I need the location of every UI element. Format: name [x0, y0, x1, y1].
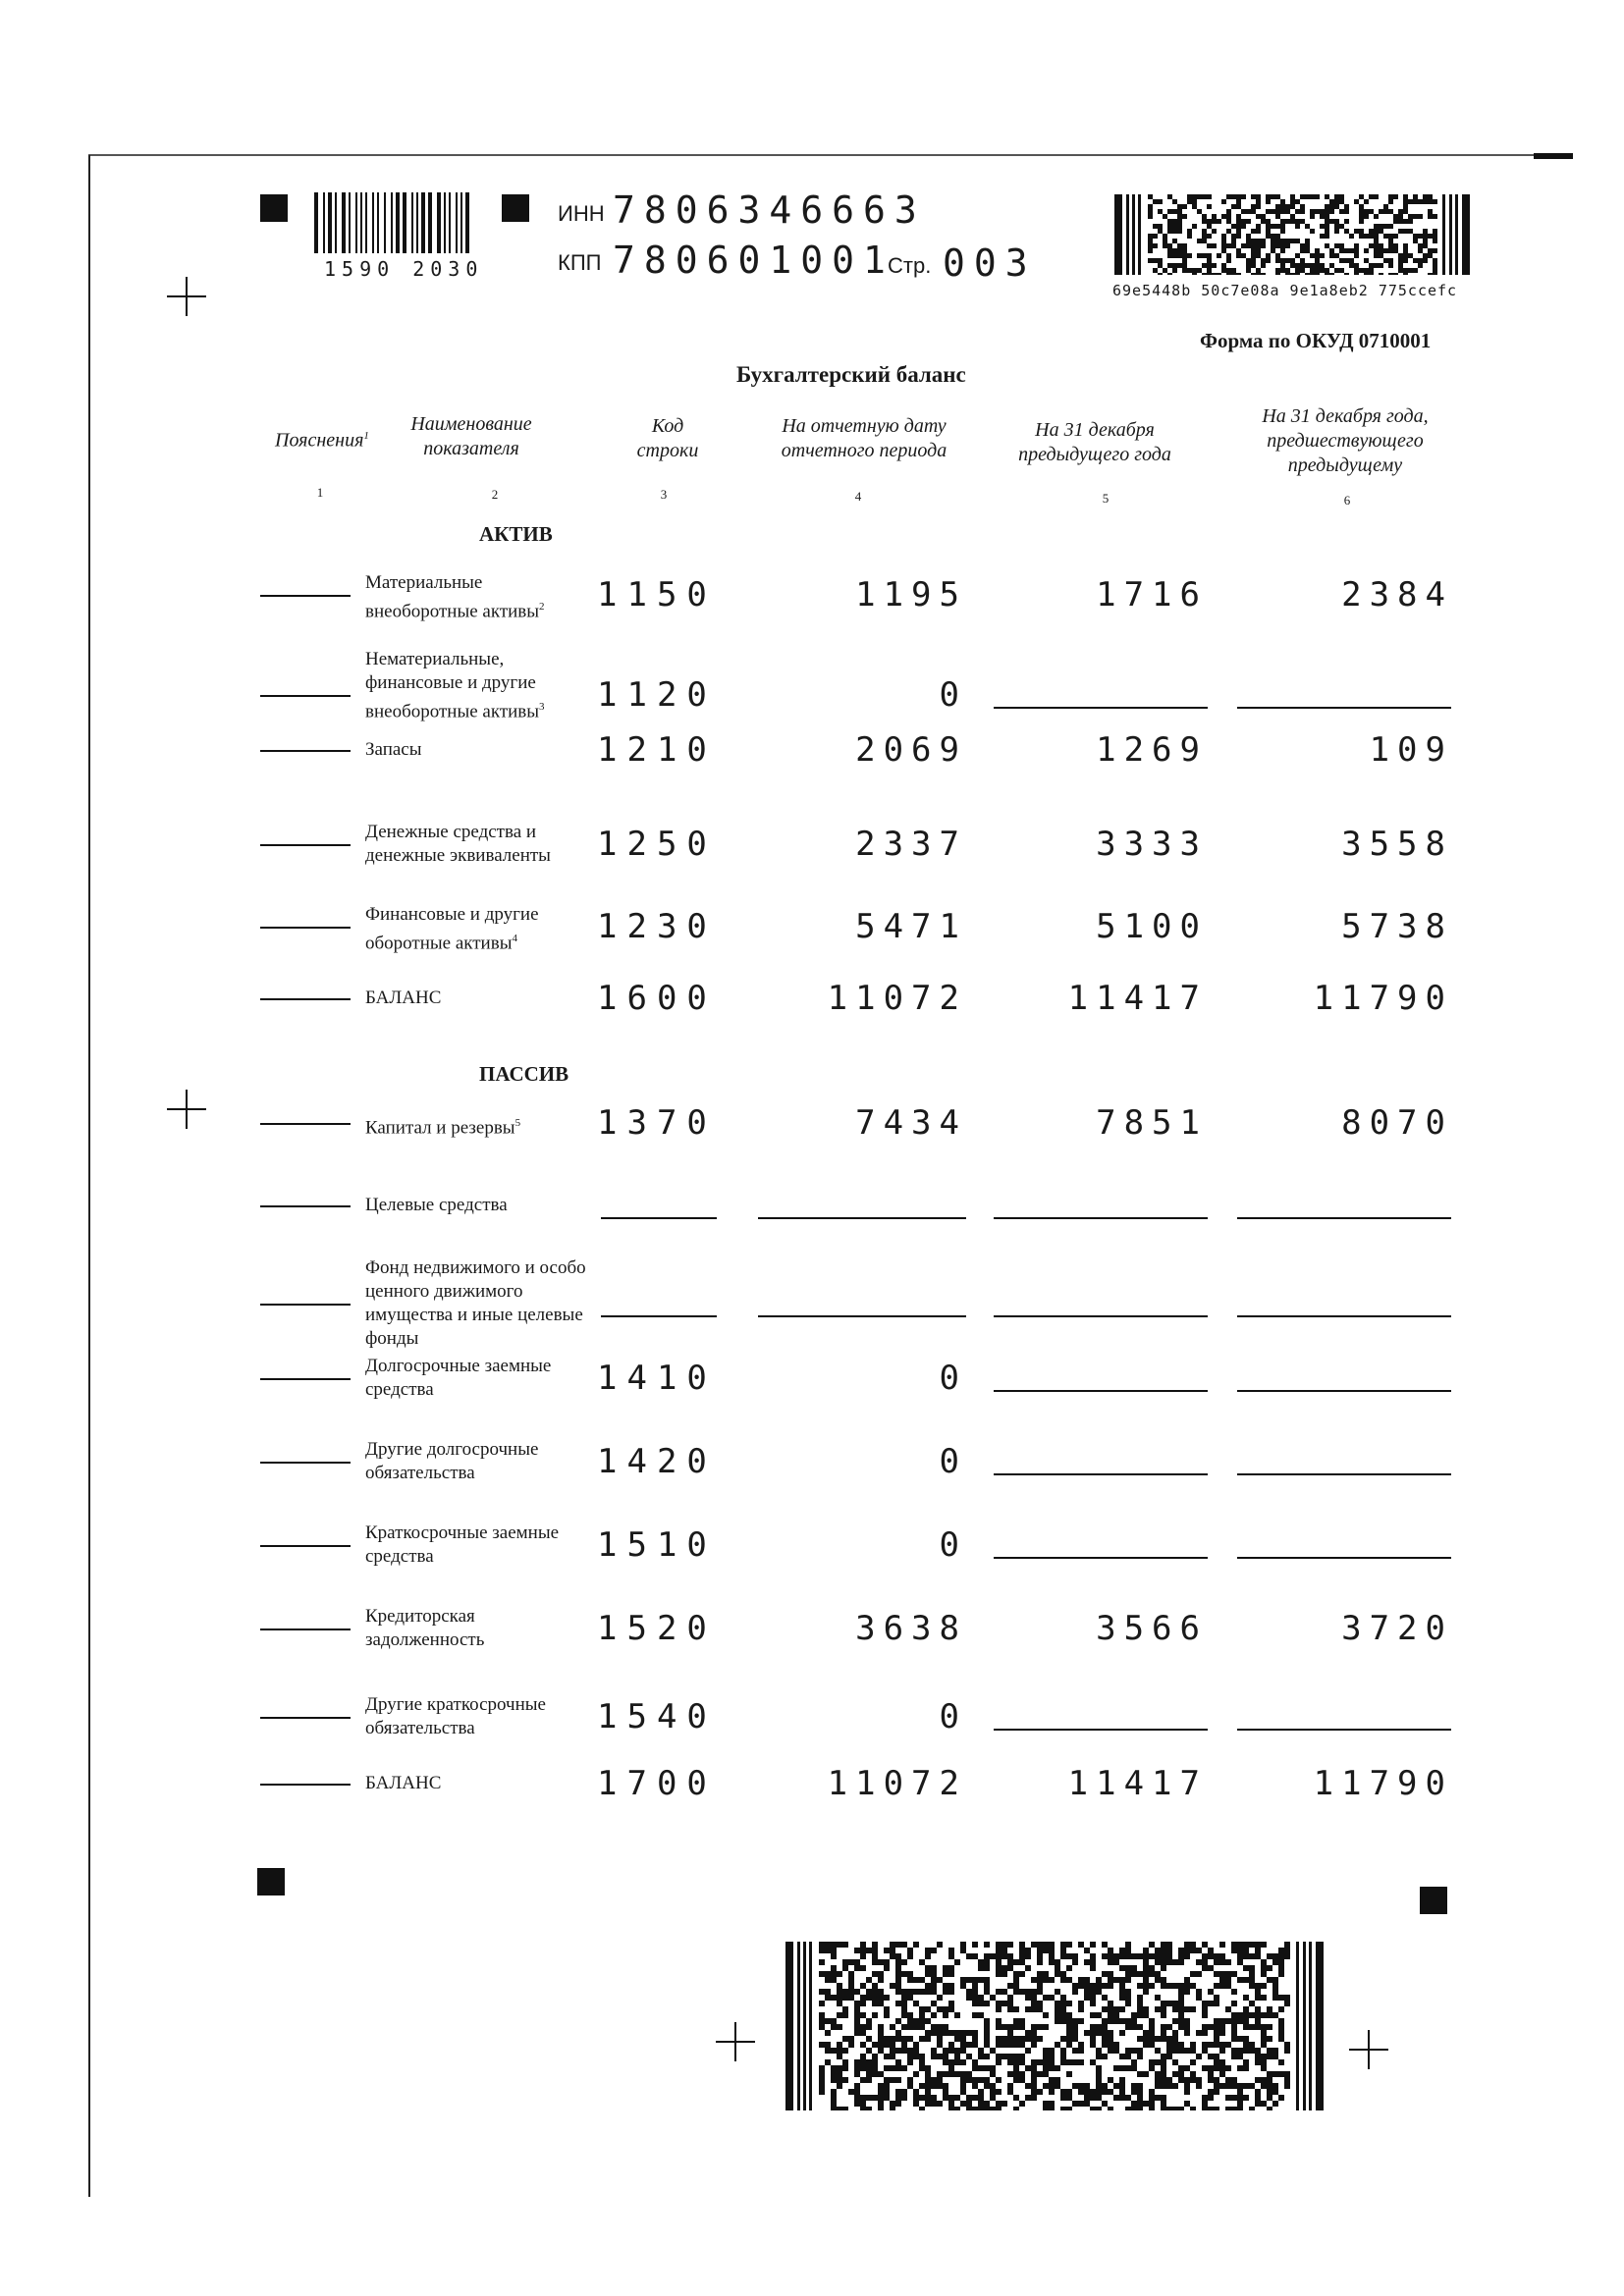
- row-name-text: Запасы: [365, 739, 422, 760]
- row-value-prev2: 3720: [1341, 1609, 1453, 1648]
- registration-square-bottom-left: [257, 1868, 285, 1896]
- row-value-current: 11072: [827, 1764, 967, 1803]
- row-value-prev2: 11790: [1313, 979, 1453, 1018]
- empty-value-dash-prev: [994, 1390, 1208, 1392]
- page-top-edge: [88, 154, 1573, 156]
- row-code: 1540: [597, 1697, 717, 1736]
- empty-value-dash-prev2: [1237, 1557, 1451, 1559]
- registration-square-top-mid: [502, 194, 529, 222]
- crosshair-mark: [716, 2022, 755, 2061]
- row-name: [365, 1605, 591, 1652]
- row-name: [365, 1438, 591, 1485]
- row-name: [365, 821, 591, 868]
- explanation-dash: [260, 1717, 351, 1719]
- row-code: 1410: [597, 1359, 717, 1398]
- crosshair-mark: [167, 1090, 206, 1129]
- row-value-current: 5471: [855, 907, 967, 946]
- row-name-text: БАЛАНС: [365, 1773, 442, 1793]
- row-code: 1230: [597, 907, 717, 946]
- row-name-text: Краткосрочные заемные средства: [365, 1522, 560, 1567]
- empty-code-dash: [601, 1315, 717, 1317]
- empty-value-dash-prev: [994, 1315, 1208, 1317]
- row-value-current: 11072: [827, 979, 967, 1018]
- explanation-dash: [260, 1205, 351, 1207]
- row-name: [365, 648, 591, 723]
- crosshair-mark: [167, 277, 206, 316]
- explanation-dash: [260, 1629, 351, 1630]
- row-name: [365, 1355, 591, 1402]
- row-code: 1210: [597, 730, 717, 770]
- page-value: 003: [943, 241, 1037, 285]
- empty-value-dash-prev2: [1237, 1729, 1451, 1731]
- explanation-dash: [260, 1378, 351, 1380]
- inn-value: 7806346663: [613, 188, 926, 232]
- row-name: [365, 1256, 591, 1351]
- empty-value-dash-current: [758, 1217, 966, 1219]
- row-name: [365, 1693, 591, 1740]
- empty-value-dash-prev: [994, 1557, 1208, 1559]
- row-name: [365, 1522, 591, 1569]
- row-code: 1510: [597, 1525, 717, 1565]
- column-header-code: Код строки: [636, 415, 699, 461]
- row-footnote-ref: 3: [539, 701, 545, 713]
- explanation-dash: [260, 927, 351, 929]
- registration-square-bottom-right: [1420, 1887, 1447, 1914]
- row-name: [365, 571, 591, 623]
- row-value-current: 0: [939, 1525, 967, 1565]
- section-heading-liabilities: ПАССИВ: [479, 1062, 569, 1086]
- column-number: 1: [316, 485, 324, 500]
- row-name-text: Денежные средства и денежные эквиваленты: [365, 822, 551, 866]
- row-code: 1700: [597, 1764, 717, 1803]
- pdf417-barcode-top: [1114, 194, 1470, 275]
- column-header-previous-2: На 31 декабря года, предшествующего предыдущему: [1262, 405, 1429, 476]
- row-value-current: 1195: [855, 575, 967, 614]
- row-value-prev: 1269: [1096, 730, 1208, 770]
- page-top-edge-mark: [1534, 153, 1573, 159]
- row-name-text: Фонд недвижимого и особо ценного движимого имущества и иные целевые фонды: [365, 1257, 586, 1349]
- empty-value-dash-prev: [994, 1217, 1208, 1219]
- row-name-text: Нематериальные, финансовые и другие внеоборотные активы: [365, 649, 540, 722]
- row-value-prev: 5100: [1096, 907, 1208, 946]
- row-value-current: 0: [939, 1442, 967, 1481]
- row-name-text: Другие краткосрочные обязательства: [365, 1694, 546, 1738]
- explanation-dash: [260, 695, 351, 697]
- row-value-prev2: 3558: [1341, 825, 1453, 864]
- row-name: [365, 1111, 591, 1140]
- column-number: 4: [854, 489, 862, 504]
- empty-value-dash-prev2: [1237, 1217, 1451, 1219]
- inn-label: ИНН: [558, 201, 605, 226]
- explanation-dash: [260, 1545, 351, 1547]
- empty-value-dash-prev2: [1237, 1315, 1451, 1317]
- empty-code-dash: [601, 1217, 717, 1219]
- row-value-prev: 3566: [1096, 1609, 1208, 1648]
- row-value-prev: 11417: [1067, 1764, 1208, 1803]
- column-number: 6: [1343, 493, 1351, 507]
- column-header-previous: На 31 декабря предыдущего года: [1018, 419, 1171, 465]
- kpp-label: КПП: [558, 250, 602, 275]
- row-value-prev2: 5738: [1341, 907, 1453, 946]
- row-code: 1370: [597, 1103, 717, 1143]
- empty-value-dash-prev: [994, 1473, 1208, 1475]
- linear-barcode: [314, 192, 476, 256]
- row-value-current: 2069: [855, 730, 967, 770]
- empty-value-dash-current: [758, 1315, 966, 1317]
- kpp-value: 780601001: [613, 239, 894, 282]
- row-code: 1420: [597, 1442, 717, 1481]
- page-label: Стр.: [888, 253, 932, 278]
- explanation-dash: [260, 1462, 351, 1464]
- okud-form-code: Форма по ОКУД 0710001: [1200, 329, 1432, 352]
- document-hash: 69e5448b 50c7e08a 9e1a8eb2 775ccefc: [1112, 282, 1458, 299]
- empty-value-dash-prev2: [1237, 1473, 1451, 1475]
- row-name: [365, 903, 591, 955]
- row-value-prev: 7851: [1096, 1103, 1208, 1143]
- explanation-dash: [260, 1123, 351, 1125]
- explanation-dash: [260, 998, 351, 1000]
- explanation-dash: [260, 1304, 351, 1306]
- column-header-name: Наименование показателя: [410, 413, 532, 459]
- row-name-text: Другие долгосрочные обязательства: [365, 1439, 539, 1483]
- column-number: 5: [1102, 491, 1110, 506]
- row-name-text: Целевые средства: [365, 1195, 508, 1215]
- row-value-current: 0: [939, 675, 967, 715]
- row-value-prev2: 8070: [1341, 1103, 1453, 1143]
- section-heading-assets: АКТИВ: [479, 522, 553, 546]
- row-code: 1600: [597, 979, 717, 1018]
- row-value-current: 2337: [855, 825, 967, 864]
- explanation-dash: [260, 750, 351, 752]
- column-number: 3: [660, 487, 668, 502]
- column-header-explanations: Пояснения$^1$: [275, 429, 369, 452]
- row-code: 1120: [597, 675, 717, 715]
- row-footnote-ref: 2: [539, 601, 545, 613]
- crosshair-mark: [1349, 2030, 1388, 2069]
- row-footnote-ref: 4: [512, 933, 517, 944]
- row-name-text: БАЛАНС: [365, 988, 442, 1008]
- pdf417-barcode-bottom: [785, 1942, 1324, 2110]
- row-name: [365, 1772, 591, 1795]
- row-value-current: 7434: [855, 1103, 967, 1143]
- row-name: [365, 738, 591, 762]
- page-left-edge: [88, 155, 90, 2197]
- empty-value-dash-prev: [994, 1729, 1208, 1731]
- row-name: [365, 987, 591, 1010]
- row-value-prev: 11417: [1067, 979, 1208, 1018]
- row-name-text: Финансовые и другие оборотные активы: [365, 904, 539, 954]
- row-value-current: 0: [939, 1359, 967, 1398]
- row-code: 1250: [597, 825, 717, 864]
- row-name: [365, 1194, 591, 1217]
- row-value-current: 0: [939, 1697, 967, 1736]
- row-code: 1150: [597, 575, 717, 614]
- column-header-current: На отчетную дату отчетного периода: [781, 415, 947, 461]
- barcode-number: 1590 2030: [324, 257, 484, 281]
- page-title: Бухгалтерский баланс: [736, 362, 966, 387]
- row-name-text: Долгосрочные заемные средства: [365, 1356, 552, 1400]
- row-value-prev: 1716: [1096, 575, 1208, 614]
- explanation-dash: [260, 844, 351, 846]
- row-value-prev: 3333: [1096, 825, 1208, 864]
- row-value-current: 3638: [855, 1609, 967, 1648]
- row-value-prev2: 109: [1369, 730, 1453, 770]
- empty-value-dash-prev: [994, 707, 1208, 709]
- row-code: 1520: [597, 1609, 717, 1648]
- row-value-prev2: 11790: [1313, 1764, 1453, 1803]
- explanation-dash: [260, 595, 351, 597]
- registration-square-top-left: [260, 194, 288, 222]
- empty-value-dash-prev2: [1237, 1390, 1451, 1392]
- row-name-text: Кредиторская задолженность: [365, 1606, 485, 1650]
- row-name-text: Материальные внеоборотные активы: [365, 572, 540, 622]
- column-number: 2: [491, 487, 499, 502]
- row-value-prev2: 2384: [1341, 575, 1453, 614]
- explanation-dash: [260, 1784, 351, 1786]
- row-name-text: Капитал и резервы: [365, 1117, 515, 1139]
- empty-value-dash-prev2: [1237, 707, 1451, 709]
- row-footnote-ref: 5: [514, 1117, 521, 1129]
